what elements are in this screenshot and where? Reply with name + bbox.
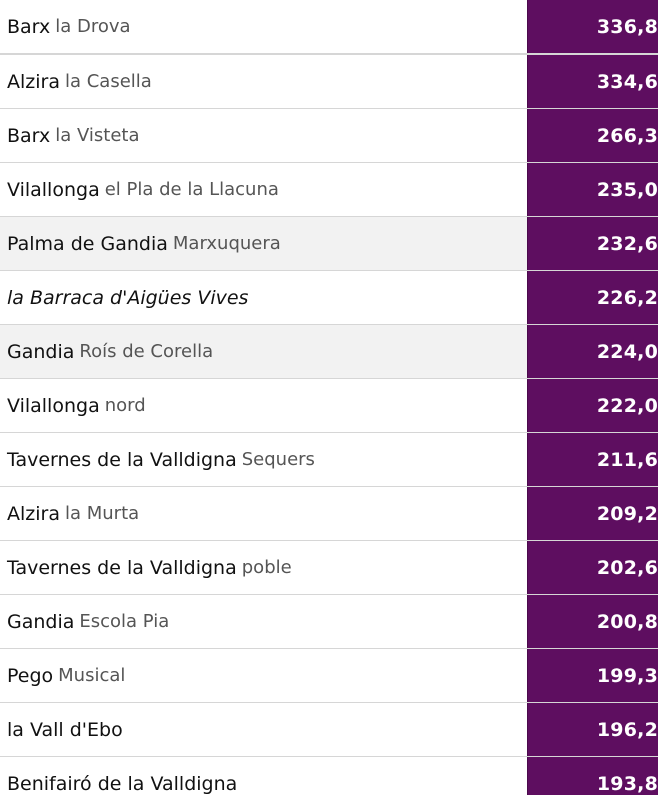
place-name: Gandia	[7, 340, 75, 363]
location-cell	[0, 487, 527, 540]
table-row	[0, 325, 658, 380]
value-cell	[527, 325, 658, 378]
place-detail: poble	[241, 557, 292, 578]
place-name: Tavernes de la Valldigna	[7, 448, 237, 471]
value-cell	[527, 217, 658, 270]
location-cell	[0, 271, 527, 324]
table-row	[0, 541, 658, 596]
value-text: 211,6	[596, 448, 658, 471]
value-cell	[527, 0, 658, 53]
value-cell	[527, 649, 658, 702]
table-row	[0, 55, 658, 110]
place-detail: el Pla de la Llacuna	[104, 179, 279, 200]
location-cell	[0, 433, 527, 486]
value-text: 202,6	[596, 556, 658, 579]
place-name: Alzira	[7, 70, 60, 93]
place-name: Pego	[7, 664, 54, 687]
table-row	[0, 595, 658, 650]
place-name: Benifairó de la Valldigna	[7, 772, 238, 795]
value-text: 199,3	[596, 664, 658, 687]
place-detail: Roís de Corella	[79, 341, 214, 362]
value-cell	[527, 163, 658, 216]
value-cell	[527, 703, 658, 756]
value-cell	[527, 595, 658, 648]
value-text: 235,0	[596, 178, 658, 201]
table-row	[0, 433, 658, 488]
value-cell	[527, 109, 658, 162]
place-name: Barx	[7, 15, 51, 38]
place-name: Barx	[7, 124, 51, 147]
value-cell	[527, 487, 658, 540]
value-text: 200,8	[596, 610, 658, 633]
value-cell	[527, 55, 658, 108]
place-name: la Barraca d'Aigües Vives	[7, 286, 249, 309]
value-cell	[527, 379, 658, 432]
value-text: 266,3	[596, 124, 658, 147]
place-detail: la Murta	[64, 503, 140, 524]
table-row	[0, 163, 658, 218]
place-name: Alzira	[7, 502, 60, 525]
table-row	[0, 757, 658, 795]
value-text: 226,2	[596, 286, 658, 309]
place-detail: Sequers	[241, 449, 315, 470]
location-cell	[0, 703, 527, 756]
place-detail: la Visteta	[55, 125, 140, 146]
place-detail: la Drova	[55, 16, 131, 37]
place-name: Tavernes de la Valldigna	[7, 556, 237, 579]
location-cell	[0, 649, 527, 702]
location-cell	[0, 595, 527, 648]
place-detail: Musical	[58, 665, 126, 686]
value-text: 334,6	[596, 70, 658, 93]
table-row	[0, 487, 658, 542]
location-cell	[0, 325, 527, 378]
location-cell	[0, 541, 527, 594]
table-row	[0, 703, 658, 758]
location-cell	[0, 55, 527, 108]
value-text: 209,2	[596, 502, 658, 525]
location-cell	[0, 109, 527, 162]
table-row	[0, 109, 658, 164]
location-cell	[0, 217, 527, 270]
value-cell	[527, 271, 658, 324]
value-cell	[527, 541, 658, 594]
location-cell	[0, 757, 527, 795]
place-name: Vilallonga	[7, 178, 100, 201]
place-name: la Vall d'Ebo	[7, 718, 123, 741]
table-row	[0, 379, 658, 434]
place-detail: nord	[104, 395, 146, 416]
value-cell	[527, 433, 658, 486]
location-cell	[0, 379, 527, 432]
place-detail: Escola Pia	[79, 611, 170, 632]
place-name: Gandia	[7, 610, 75, 633]
value-text: 336,8	[596, 15, 658, 38]
value-text: 222,0	[596, 394, 658, 417]
value-text: 224,0	[596, 340, 658, 363]
place-detail: Marxuquera	[172, 233, 281, 254]
table-row	[0, 271, 658, 326]
table-row	[0, 217, 658, 272]
place-name: Palma de Gandia	[7, 232, 168, 255]
table-row	[0, 649, 658, 704]
table-row	[0, 0, 658, 55]
value-cell	[527, 757, 658, 795]
location-cell	[0, 0, 527, 53]
value-text: 196,2	[596, 718, 658, 741]
place-name: Vilallonga	[7, 394, 100, 417]
location-cell	[0, 163, 527, 216]
value-text: 193,8	[596, 772, 658, 795]
place-detail: la Casella	[64, 71, 152, 92]
value-text: 232,6	[596, 232, 658, 255]
